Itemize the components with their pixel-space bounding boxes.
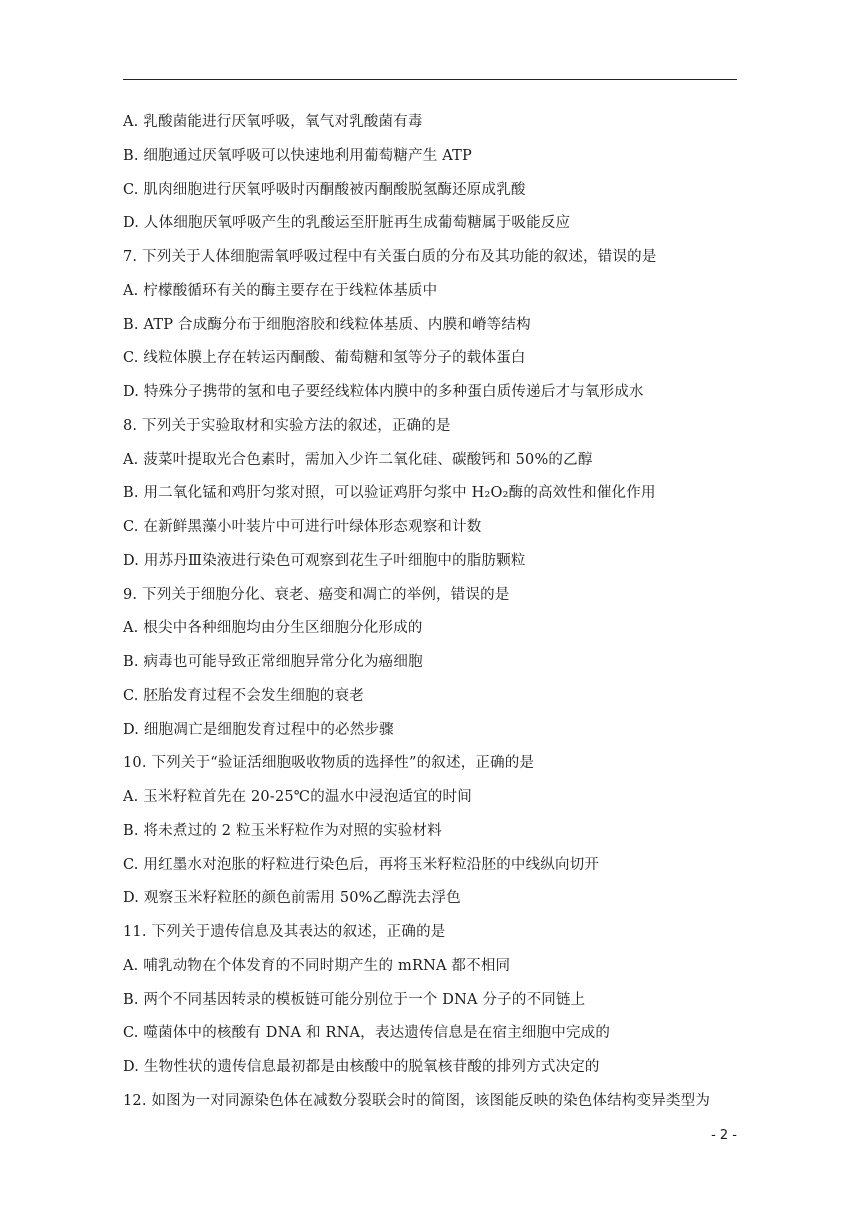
text-line: 8. 下列关于实验取材和实验方法的叙述，正确的是: [123, 417, 451, 434]
text-line: D. 生物性状的遗传信息最初都是由核酸中的脱氧核苷酸的排列方式决定的: [123, 1059, 600, 1075]
header-rule: [123, 79, 737, 80]
text-line: 12. 如图为一对同源染色体在减数分裂联会时的简图，该图能反映的染色体结构变异类型为: [123, 1092, 711, 1109]
text-line: D. 观察玉米籽粒胚的颜色前需用 50%乙醇洗去浮色: [123, 890, 461, 907]
text-line: 7. 下列关于人体细胞需氧呼吸过程中有关蛋白质的分布及其功能的叙述，错误的是: [123, 249, 657, 265]
text-line: C. 噬菌体中的核酸有 DNA 和 RNA，表达遗传信息是在宿主细胞中完成的: [123, 1025, 611, 1042]
text-line: C. 胚胎发育过程不会发生细胞的衰老: [123, 687, 364, 704]
text-line: 10. 下列关于“验证活细胞吸收物质的选择性”的叙述，正确的是: [123, 755, 535, 772]
text-line: C. 肌肉细胞进行厌氧呼吸时丙酮酸被丙酮酸脱氢酶还原成乳酸: [123, 181, 526, 198]
text-line: A. 乳酸菌能进行厌氧呼吸，氧气对乳酸菌有毒: [123, 114, 423, 130]
text-line: D. 用苏丹Ⅲ染液进行染色可观察到花生子叶细胞中的脂肪颗粒: [123, 552, 526, 569]
text-line: C. 用红墨水对泡胀的籽粒进行染色后，再将玉米籽粒沿胚的中线纵向切开: [123, 856, 600, 873]
text-line: B. 将未煮过的 2 粒玉米籽粒作为对照的实验材料: [123, 822, 442, 839]
text-line: A. 哺乳动物在个体发育的不同时期产生的 mRNA 都不相同: [123, 957, 511, 974]
text-line: A. 菠菜叶提取光合色素时，需加入少许二氧化硅、碳酸钙和 50%的乙醇: [123, 451, 593, 468]
text-line: B. 用二氧化锰和鸡肝匀浆对照，可以验证鸡肝匀浆中 H₂O₂酶的高效性和催化作用: [123, 485, 656, 502]
text-line: D. 特殊分子携带的氢和电子要经线粒体内膜中的多种蛋白质传递后才与氧形成水: [123, 384, 644, 400]
text-line: B. 细胞通过厌氧呼吸可以快速地利用葡萄糖产生 ATP: [123, 147, 472, 164]
text-line: B. 两个不同基因转录的模板链可能分别位于一个 DNA 分子的不同链上: [123, 991, 586, 1008]
text-line: D. 细胞凋亡是细胞发育过程中的必然步骤: [123, 721, 394, 738]
text-line: D. 人体细胞厌氧呼吸产生的乳酸运至肝脏再生成葡萄糖属于吸能反应: [123, 215, 571, 232]
text-line: A. 玉米籽粒首先在 20-25℃的温水中浸泡适宜的时间: [123, 789, 472, 805]
text-line: 11. 下列关于遗传信息及其表达的叙述，正确的是: [123, 924, 446, 940]
text-line: C. 在新鲜黑藻小叶装片中可进行叶绿体形态观察和计数: [123, 519, 482, 535]
text-line: C. 线粒体膜上存在转运丙酮酸、葡萄糖和氢等分子的载体蛋白: [123, 350, 526, 367]
text-line: 9. 下列关于细胞分化、衰老、癌变和凋亡的举例，错误的是: [123, 586, 510, 603]
question-text: [123, 112, 763, 1125]
text-line: A. 根尖中各种细胞均由分生区细胞分化形成的: [123, 620, 423, 637]
text-line: B. ATP 合成酶分布于细胞溶胶和线粒体基质、内膜和嵴等结构: [123, 316, 531, 333]
text-line: A. 柠檬酸循环有关的酶主要存在于线粒体基质中: [123, 282, 438, 299]
text-line: B. 病毒也可能导致正常细胞异常分化为癌细胞: [123, 654, 423, 670]
page-number: - 2 -: [711, 1128, 737, 1143]
